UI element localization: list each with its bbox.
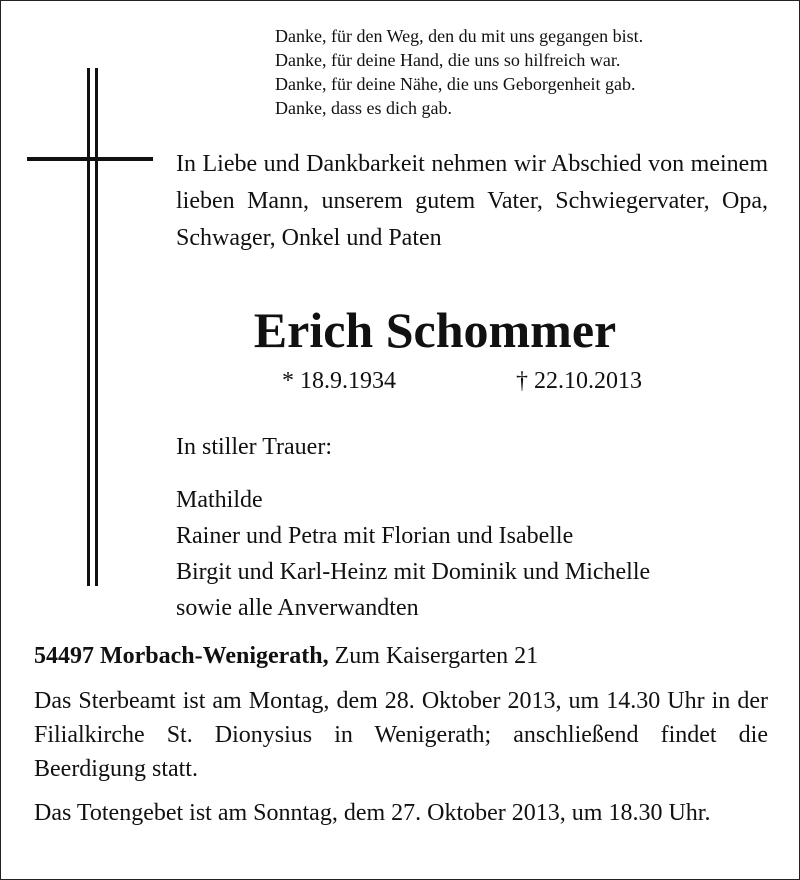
deceased-name: Erich Schommer <box>253 302 617 358</box>
funeral-service-text: Das Sterbeamt ist am Montag, dem 28. Oktober 2013, um 14.30 Uhr in der Filialkirche St. Dionysius in Wenigerath; anschließend findet die Beerdigung statt. <box>34 688 768 782</box>
poem <box>275 24 643 120</box>
family-list <box>176 482 650 626</box>
death-date: † 22.10.2013 <box>516 368 642 394</box>
poem-line: Danke, dass es dich gab. <box>275 98 452 118</box>
poem-line: Danke, für den Weg, den du mit uns gegangen bist. <box>275 26 644 46</box>
family-member: sowie alle Anverwandten <box>176 595 419 621</box>
poem-line: Danke, für deine Hand, die uns so hilfreich war. <box>275 50 621 70</box>
prayer-text: Das Totengebet ist am Sonntag, dem 27. Oktober 2013, um 18.30 Uhr. <box>34 800 711 826</box>
poem-line: Danke, für deine Nähe, die uns Geborgenheit gab. <box>275 74 636 94</box>
cross-horizontal-bar <box>27 157 153 161</box>
intro-text: In Liebe und Dankbarkeit nehmen wir Abschied von meinem lieben Mann, unserem gutem Vater, Schwiegervater, Opa, Schwager, Onkel und Paten <box>176 151 768 251</box>
mourning-label: In stiller Trauer: <box>176 434 332 460</box>
family-member: Mathilde <box>176 487 263 513</box>
address <box>34 643 538 670</box>
birth-date: * 18.9.1934 <box>282 368 396 394</box>
family-member: Birgit und Karl-Heinz mit Dominik und Michelle <box>176 559 651 585</box>
address-place: 54497 Morbach-Wenigerath, <box>34 643 329 669</box>
family-member: Rainer und Petra mit Florian und Isabelle <box>176 523 574 549</box>
address-street: Zum Kaisergarten 21 <box>328 643 539 669</box>
